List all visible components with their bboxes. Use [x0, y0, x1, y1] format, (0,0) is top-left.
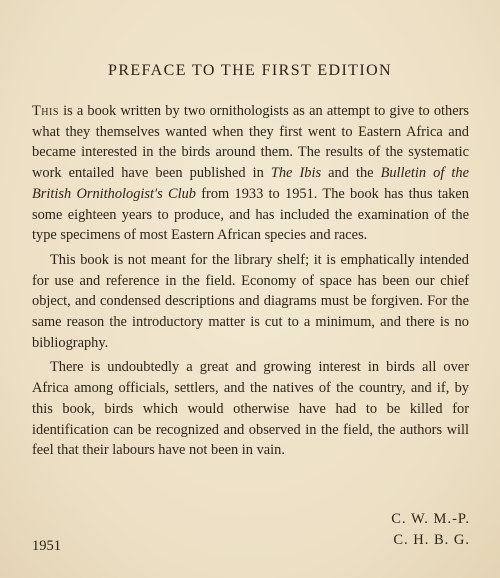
signature-line-2: C. H. B. G. [393, 532, 470, 548]
signature-line-1: C. W. M.-P. [391, 511, 470, 527]
year-label: 1951 [32, 538, 61, 554]
preface-body [32, 101, 469, 461]
paragraph-1-text-a: is a book written by two ornithologists as an attempt to give to others what they themselves wanted when they first went to Eastern Africa and became interested in the birds around them. The results of the systematic work entailed have been published in [32, 103, 469, 182]
paragraph-2: This book is not meant for the library shelf; it is emphatically intended for use and reference in the field. Economy of space has been our chief object, and condensed descriptions and diagrams must be forgiven. For the same reason the introductory matter is cut to a minimum, and there is no bibliography. [32, 251, 469, 351]
lead-word: This [32, 103, 59, 119]
paragraph-1 [32, 101, 469, 246]
paragraph-1-text-b: and the [321, 165, 381, 182]
paragraph-3: There is undoubtedly a great and growing interest in birds all over Africa among officials, settlers, and the natives of the country, and if, by this book, birds which would otherwise have had to be killed for identification can be recognized and observed in the field, the authors will feel that their labours have not been in vain. [32, 359, 469, 459]
journal-bulletin: Bulletin of the British Ornithologist's Club [32, 165, 469, 202]
paragraph-1-text-c: from 1933 to 1951. The book has thus taken some eighteen years to produce, and has included the examination of the type specimens of most Eastern African species and races. [32, 185, 470, 244]
preface-heading: PREFACE TO THE FIRST EDITION [108, 62, 392, 79]
signature-block [391, 509, 470, 551]
journal-ibis: The Ibis [270, 165, 322, 182]
